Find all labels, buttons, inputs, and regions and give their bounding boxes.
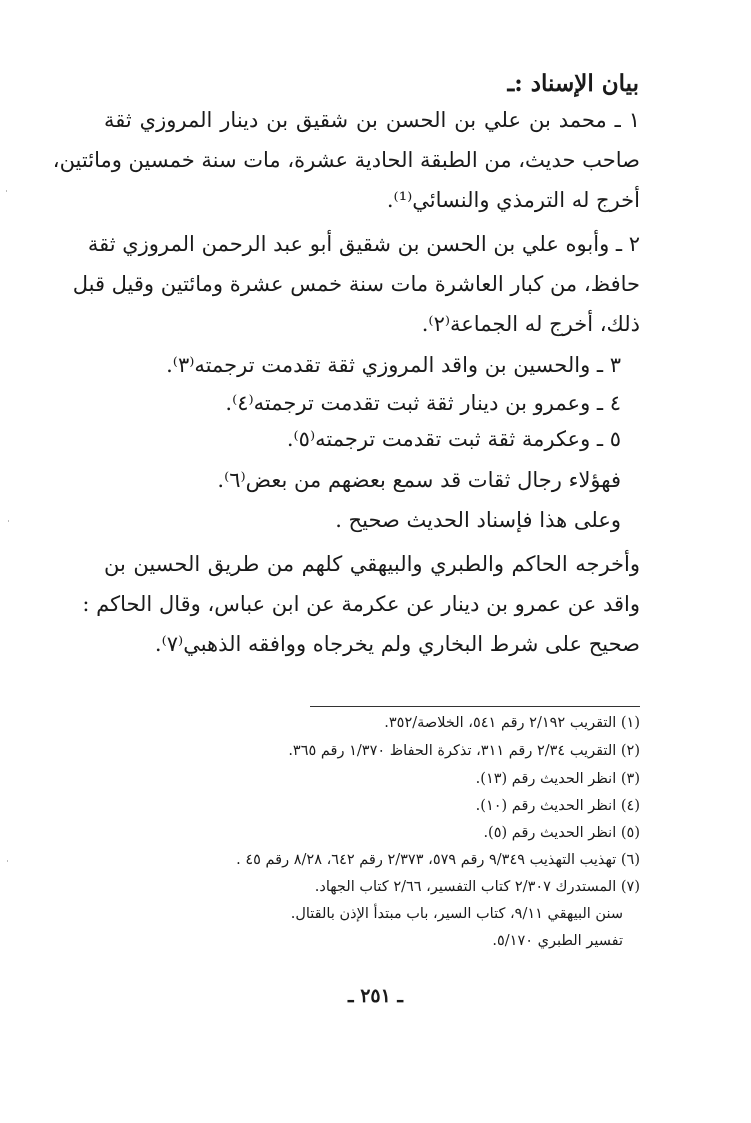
footnote-6: (٦) تهذيب التهذيب ٩/٣٤٩ رقم ٥٧٩، ٢/٣٧٣ رقم ٦٤٢، ٨/٢٨ رقم ٤٥ .: [236, 852, 640, 868]
footnote-7-continuation-1: سنن البيهقي ٩/١١، كتاب السير، باب مبتدأ الإذن بالقتال.: [290, 906, 623, 922]
paragraph-3-line-1: وأخرجه الحاكم والطبري والبيهقي كلهم من طريق الحسين بن: [104, 552, 640, 576]
paragraph-2-line-2: حافظ، من كبار العاشرة مات سنة خمس عشرة ومائتين وقيل قبل: [72, 272, 640, 296]
footnote-7: (٧) المستدرك ٢/٣٠٧ كتاب التفسير، ٢/٦٦ كتاب الجهاد.: [314, 879, 640, 895]
narrator-item-3: ٣ ـ والحسين بن واقد المروزي ثقة تقدمت ترجمته⁽٣⁾.: [166, 353, 621, 377]
footnote-separator: [310, 706, 640, 707]
paragraph-2-line-3: ذلك، أخرج له الجماعة⁽٢⁾.: [421, 312, 640, 336]
scan-speck: [7, 860, 8, 862]
footnote-2: (٢) التقريب ٢/٣٤ رقم ٣١١، تذكرة الحفاظ ١/٣٧٠ رقم ٣٦٥.: [288, 743, 640, 759]
scan-speck: [8, 520, 9, 522]
paragraph-1-line-3: أخرج له الترمذي والنسائي⁽¹⁾.: [386, 188, 640, 212]
narrator-item-4: ٤ ـ وعمرو بن دينار ثقة ثبت تقدمت ترجمته⁽٤⁾.: [225, 391, 621, 415]
footnote-3: (٣) انظر الحديث رقم (١٣).: [475, 771, 640, 787]
conclusion-line-2: وعلى هذا فإسناد الحديث صحيح .: [335, 508, 621, 532]
paragraph-2-line-1: ٢ ـ وأبوه علي بن الحسن بن شقيق أبو عبد الرحمن المروزي ثقة: [87, 232, 640, 256]
footnote-5: (٥) انظر الحديث رقم (٥).: [483, 825, 640, 841]
paragraph-1-line-2: صاحب حديث، من الطبقة الحادية عشرة، مات سنة خمسين ومائتين،: [52, 148, 640, 172]
paragraph-3-line-3: صحيح على شرط البخاري ولم يخرجاه ووافقه الذهبي⁽٧⁾.: [154, 632, 640, 656]
section-heading: بيان الإسناد :ـ: [507, 70, 639, 97]
paragraph-1-line-1: ١ ـ محمد بن علي بن الحسن بن شقيق بن دينار المروزي ثقة: [104, 108, 640, 132]
footnote-1: (١) التقريب ٢/١٩٢ رقم ٥٤١، الخلاصة/٣٥٢.: [384, 715, 640, 731]
footnote-7-continuation-2: تفسير الطبري ٥/١٧٠.: [492, 933, 623, 949]
paragraph-3-line-2: واقد عن عمرو بن دينار عن عكرمة عن ابن عباس، وقال الحاكم :: [82, 592, 640, 616]
conclusion-line-1: فهؤلاء رجال ثقات قد سمع بعضهم من بعض⁽٦⁾.: [217, 468, 621, 492]
page-number: ـ ٢٥١ ـ: [348, 985, 403, 1007]
scan-speck: [6, 190, 7, 192]
narrator-item-5: ٥ ـ وعكرمة ثقة ثبت تقدمت ترجمته⁽٥⁾.: [286, 427, 621, 451]
footnote-4: (٤) انظر الحديث رقم (١٠).: [475, 798, 640, 814]
